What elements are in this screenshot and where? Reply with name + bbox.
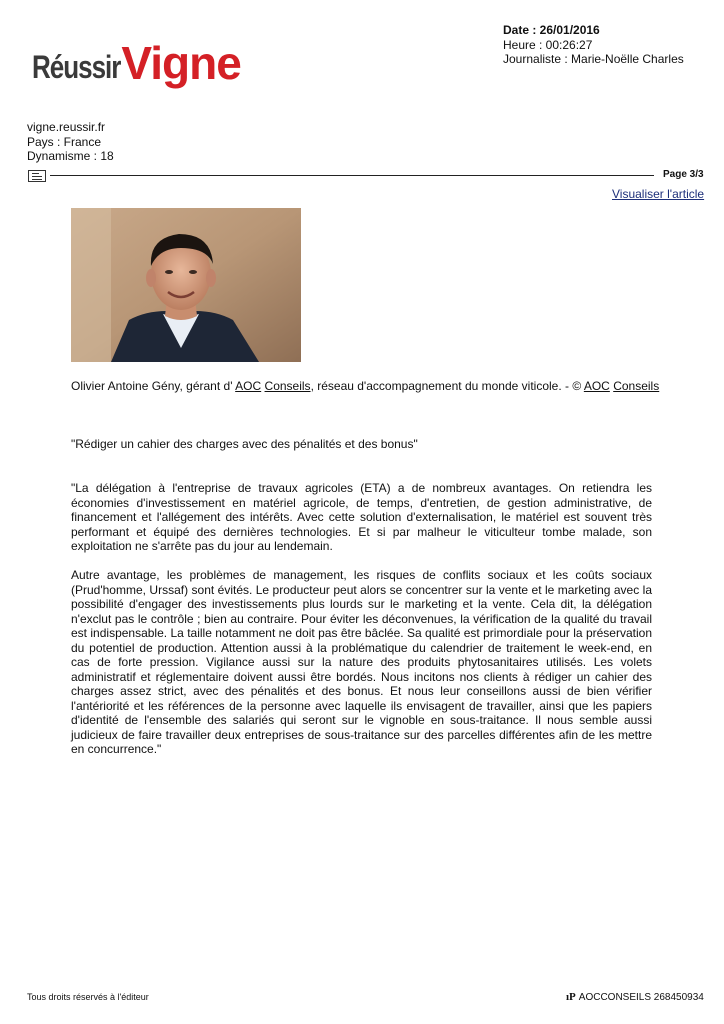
reussir-vigne-logo <box>32 37 241 89</box>
source-country: Pays : France <box>27 134 102 149</box>
caption-credit-aoc[interactable]: AOC <box>583 379 610 393</box>
logo-vigne: Vigne <box>121 37 241 89</box>
article-subheading: "Rédiger un cahier des charges avec des pénalités et des bonus" <box>71 437 418 451</box>
article-paragraph: "La délégation à l'entreprise de travaux agricoles (ETA) a de nombreux avantages. On retiendra les économies d'investissement en matériel agricole, de temps, d'entretien, de gestion administrative, de financement et l'allégement des intérêts. Avec cette solution d'externalisation, le matériel est souvent très performant et équipé des dernières technologies. Et si par malheur le viticulteur tombe malade, son exploitation ne s'arrête pas du jour au lendemain. <box>71 481 652 553</box>
publisher-mark-icon: ıP <box>566 991 576 1003</box>
source-dynamism: Dynamisme : 18 <box>27 149 114 163</box>
page-number: Page 3/3 <box>663 169 704 180</box>
caption-credit-conseils[interactable]: Conseils <box>613 379 660 393</box>
footer-rights: Tous droits réservés à l'éditeur <box>27 992 149 1002</box>
article-metadata <box>503 23 684 67</box>
footer-code-text: AOCCONSEILS 268450934 <box>578 992 704 1003</box>
header-divider <box>50 175 654 176</box>
caption-text-before: Olivier Antoine Gény, gérant d' <box>71 379 236 393</box>
source-site: vigne.reussir.fr <box>27 120 106 134</box>
footer-code <box>566 991 704 1003</box>
source-info <box>27 120 114 164</box>
photo-caption <box>71 379 671 394</box>
article-date: Date : 26/01/2016 <box>503 23 600 37</box>
caption-text-middle: , réseau d'accompagnement du monde viticole. - © <box>310 379 584 393</box>
article-body <box>71 481 652 771</box>
document-icon <box>28 170 46 182</box>
article-journalist: Journaliste : Marie-Noëlle Charles <box>503 52 684 66</box>
article-time: Heure : 00:26:27 <box>503 37 593 52</box>
caption-link-aoc[interactable]: AOC <box>235 379 262 393</box>
caption-link-conseils[interactable]: Conseils <box>264 379 311 393</box>
view-article-link[interactable]: Visualiser l'article <box>612 187 705 201</box>
portrait-photo <box>71 208 301 362</box>
article-paragraph: Autre avantage, les problèmes de management, les risques de conflits sociaux et les coûts sociaux (Prud'homme, Urssaf) sont évités. Le producteur peut alors se concentrer sur la vente et le marketing avec la possibilité d'engager des investissements plus lourds sur le marketing et la vente. Cela dit, la délégation n'exclut pas le contrôle ; bien au contraire. Pour éviter les déconvenues, la vérification de la qualité du travail est indispensable. La taille notamment ne doit pas être bâclée. Sa qualité est primordiale pour la préservation du potentiel de production. Attention aussi à la problématique du calendrier de traitement le week-end, en cas de forte pression. Vigilance aussi sur la nature des produits phytosanitaires utilisés. Les volets administratif et réglementaire doivent aussi être bordés. Nous incitons nos clients à rédiger un cahier des charges assez strict, avec des pénalités et des bonus. Et nous leur conseillons aussi de bien vérifier l'antériorité et les références de la personne avec laquelle ils envisagent de travailler, ainsi que les papiers d'identité de l'ensemble des salariés qui seront sur le vignoble en sous-traitance. Il nous semble aussi judicieux de faire travailler deux entreprises de sous-traitance sur des parcelles différentes afin de les mettre en concurrence." <box>71 568 652 756</box>
logo-reussir: Réussir <box>32 48 121 86</box>
